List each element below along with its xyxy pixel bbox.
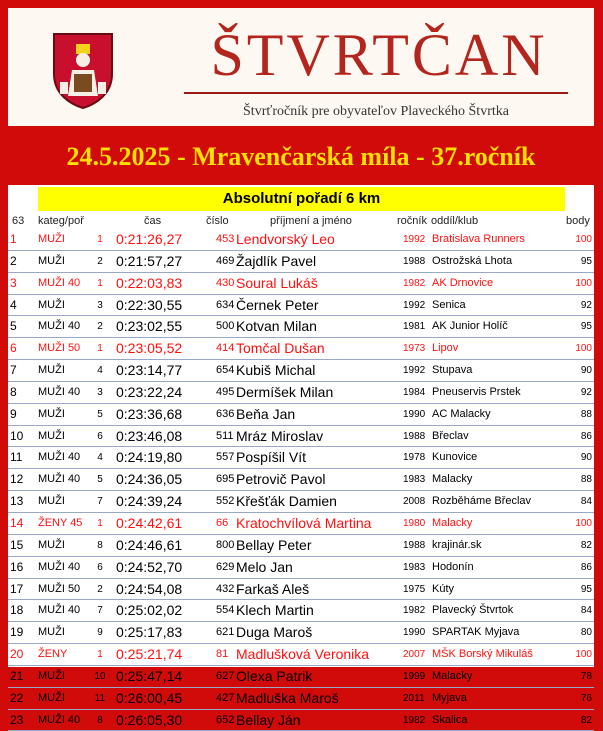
- time-cell: 0:24:42,61: [116, 514, 183, 531]
- bib-number-cell: 695: [216, 473, 235, 486]
- club-cell: Břeclav: [432, 429, 469, 442]
- club-cell: Rozběháme Břeclav: [432, 495, 532, 508]
- birth-year-cell: 1990: [403, 408, 426, 420]
- position-cell: 3: [10, 275, 17, 290]
- club-cell: Senica: [432, 298, 466, 311]
- time-cell: 0:22:03,83: [116, 274, 183, 291]
- bib-number-cell: 557: [216, 451, 235, 464]
- points-cell: 92: [580, 386, 592, 398]
- position-cell: 14: [10, 515, 24, 530]
- position-cell: 11: [10, 450, 23, 465]
- birth-year-cell: 1983: [403, 474, 426, 486]
- birth-year-cell: 1982: [403, 605, 426, 617]
- category-cell: MUŽI 40: [38, 560, 81, 573]
- bib-number-cell: 66: [216, 516, 229, 529]
- runner-name-cell: Žajdlík Pavel: [236, 252, 317, 269]
- category-rank-cell: 5: [97, 474, 103, 486]
- points-cell: 82: [580, 714, 592, 726]
- position-cell: 12: [10, 472, 24, 487]
- col-number: číslo: [206, 215, 229, 227]
- time-cell: 0:24:36,05: [116, 471, 183, 488]
- category-cell: ŽENY: [38, 648, 68, 661]
- event-banner: 24.5.2025 - Mravenčarská míla - 37.ročník: [66, 142, 536, 171]
- club-cell: Stupava: [432, 364, 473, 377]
- points-cell: 100: [575, 343, 592, 355]
- time-cell: 0:25:47,14: [116, 667, 183, 684]
- birth-year-cell: 1992: [403, 234, 426, 245]
- birth-year-cell: 1992: [403, 299, 426, 311]
- position-cell: 8: [10, 384, 17, 399]
- bib-number-cell: 511: [216, 429, 234, 442]
- birth-year-cell: 1981: [403, 321, 426, 333]
- category-rank-cell: 1: [97, 343, 103, 355]
- time-cell: 0:25:17,83: [116, 624, 183, 641]
- category-cell: MUŽI: [38, 538, 65, 551]
- bib-number-cell: 627: [216, 669, 235, 682]
- category-rank-cell: 3: [97, 299, 103, 311]
- club-cell: Bratislava Runners: [432, 233, 525, 245]
- table-row: [8, 447, 594, 469]
- category-cell: MUŽI 40: [38, 320, 81, 333]
- results-title: Absolutní pořadí 6 km: [38, 187, 565, 211]
- bib-number-cell: 500: [216, 320, 235, 333]
- birth-year-cell: 1992: [403, 365, 426, 377]
- newsletter-title: ŠTVRTČAN: [210, 22, 548, 88]
- bib-number-cell: 432: [216, 582, 235, 595]
- runner-name-cell: Kotvan Milan: [236, 318, 317, 335]
- bib-number-cell: 81: [216, 648, 229, 661]
- club-cell: AK Junior Holíč: [432, 320, 508, 333]
- birth-year-cell: 2011: [403, 692, 425, 704]
- club-cell: Kúty: [432, 582, 455, 595]
- category-rank-cell: 7: [97, 496, 103, 508]
- birth-year-cell: 1984: [403, 386, 426, 398]
- title-divider: [184, 92, 568, 94]
- club-cell: MŠK Borský Mikuláš: [432, 648, 533, 661]
- position-cell: 16: [10, 559, 24, 574]
- position-cell: 20: [10, 647, 24, 662]
- table-row: [8, 360, 594, 382]
- points-cell: 100: [575, 234, 592, 245]
- points-cell: 86: [580, 430, 592, 442]
- category-rank-cell: 1: [97, 234, 103, 245]
- time-cell: 0:22:30,55: [116, 296, 183, 313]
- club-cell: Malacky: [432, 516, 473, 529]
- time-cell: 0:25:21,74: [116, 646, 183, 663]
- category-cell: MUŽI 40: [38, 385, 81, 398]
- category-rank-cell: 10: [94, 670, 106, 682]
- position-cell: 23: [10, 712, 24, 727]
- club-cell: krajinár.sk: [432, 538, 482, 551]
- position-cell: 13: [10, 494, 24, 509]
- position-cell: 7: [10, 363, 17, 378]
- runner-name-cell: Tomčal Dušan: [236, 340, 325, 357]
- col-points: body: [566, 215, 590, 227]
- club-cell: Lipov: [432, 342, 459, 355]
- position-cell: 21: [10, 668, 24, 683]
- runner-name-cell: Kratochvílová Martina: [236, 514, 372, 531]
- category-cell: MUŽI 50: [38, 342, 81, 355]
- runner-name-cell: Lendvorský Leo: [236, 231, 335, 247]
- time-cell: 0:21:26,27: [116, 231, 183, 247]
- category-rank-cell: 1: [97, 277, 103, 289]
- time-cell: 0:25:02,02: [116, 602, 183, 619]
- category-rank-cell: 4: [97, 452, 103, 464]
- runner-name-cell: Madluška Maroš: [236, 689, 339, 706]
- bib-number-cell: 629: [216, 560, 235, 573]
- birth-year-cell: 1973: [403, 343, 426, 355]
- category-cell: MUŽI 40: [38, 276, 81, 289]
- runner-name-cell: Petrovič Pavol: [236, 471, 326, 488]
- table-row: [8, 382, 594, 404]
- club-cell: Kunovice: [432, 451, 478, 464]
- points-cell: 82: [580, 539, 592, 551]
- newsletter-subtitle: Štvrťročník pre obyvateľov Plaveckého Štvrtka: [243, 104, 509, 119]
- points-cell: 90: [580, 452, 592, 464]
- position-cell: 15: [10, 537, 24, 552]
- bib-number-cell: 430: [216, 276, 235, 289]
- table-row: [8, 251, 594, 273]
- time-cell: 0:24:39,24: [116, 493, 183, 510]
- points-cell: 76: [580, 692, 592, 704]
- category-rank-cell: 4: [97, 365, 103, 377]
- runner-name-cell: Klech Martin: [236, 602, 314, 619]
- birth-year-cell: 1988: [403, 430, 426, 442]
- club-cell: Malacky: [432, 669, 473, 682]
- table-row: [8, 338, 594, 360]
- category-rank-cell: 5: [97, 408, 103, 420]
- runner-name-cell: Černek Peter: [236, 296, 319, 313]
- col-name: příjmení a jméno: [270, 215, 352, 227]
- points-cell: 84: [580, 496, 592, 508]
- club-cell: Plavecký Štvrtok: [432, 604, 514, 617]
- category-rank-cell: 9: [97, 627, 103, 639]
- bib-number-cell: 636: [216, 407, 235, 420]
- points-cell: 86: [580, 561, 592, 573]
- time-cell: 0:24:19,80: [116, 449, 183, 466]
- points-cell: 95: [580, 255, 592, 267]
- category-cell: MUŽI 50: [38, 582, 81, 595]
- category-cell: MUŽI 40: [38, 473, 81, 486]
- position-cell: 17: [10, 581, 24, 596]
- runner-name-cell: Duga Maroš: [236, 624, 313, 641]
- col-count: 63: [12, 215, 25, 227]
- col-club: oddíl/klub: [431, 215, 479, 227]
- position-cell: 6: [10, 341, 17, 356]
- time-cell: 0:24:54,08: [116, 580, 183, 597]
- time-cell: 0:21:57,27: [116, 252, 183, 269]
- bib-number-cell: 654: [216, 364, 235, 377]
- table-row: [8, 666, 594, 688]
- runner-name-cell: Kubiš Michal: [236, 362, 316, 379]
- bib-number-cell: 495: [216, 385, 235, 398]
- runner-name-cell: Mráz Miroslav: [236, 427, 324, 444]
- runner-name-cell: Pospíšil Vít: [236, 449, 307, 466]
- points-cell: 95: [580, 583, 592, 595]
- time-cell: 0:23:22,24: [116, 383, 183, 400]
- table-row: [8, 426, 594, 448]
- bib-number-cell: 552: [216, 495, 235, 508]
- col-category: kateg/poř: [38, 215, 84, 227]
- category-cell: MUŽI: [38, 364, 65, 377]
- table-row: [8, 491, 594, 513]
- category-rank-cell: 8: [97, 714, 103, 726]
- runner-name-cell: Olexa Patrik: [236, 667, 313, 684]
- col-year: ročník: [397, 215, 427, 227]
- birth-year-cell: 1980: [403, 517, 426, 529]
- category-rank-cell: 2: [97, 255, 103, 267]
- club-cell: Myjava: [432, 691, 467, 704]
- coat-of-arms-icon: [52, 30, 114, 110]
- category-cell: MUŽI 40: [38, 713, 81, 726]
- points-cell: 84: [580, 605, 592, 617]
- time-cell: 0:23:14,77: [116, 362, 183, 379]
- results-table: [8, 229, 594, 731]
- birth-year-cell: 1975: [403, 583, 426, 595]
- runner-name-cell: Melo Jan: [236, 558, 293, 575]
- birth-year-cell: 1982: [403, 714, 426, 726]
- category-cell: MUŽI: [38, 495, 65, 508]
- club-cell: Pneuservis Prstek: [432, 385, 521, 398]
- birth-year-cell: 1990: [403, 627, 426, 639]
- points-cell: 80: [580, 627, 592, 639]
- points-cell: 78: [580, 670, 592, 682]
- newsletter-header: [8, 8, 594, 126]
- category-cell: MUŽI: [38, 298, 65, 311]
- bib-number-cell: 652: [216, 713, 235, 726]
- time-cell: 0:26:05,30: [116, 711, 183, 728]
- category-rank-cell: 7: [97, 605, 103, 617]
- birth-year-cell: 1983: [403, 561, 426, 573]
- birth-year-cell: 1988: [403, 255, 426, 267]
- bib-number-cell: 554: [216, 604, 235, 617]
- bib-number-cell: 414: [216, 342, 235, 355]
- time-cell: 0:23:46,08: [116, 427, 183, 444]
- points-cell: 95: [580, 321, 592, 333]
- col-time: čas: [144, 215, 162, 227]
- category-cell: MUŽI 40: [38, 604, 81, 617]
- category-cell: MUŽI: [38, 626, 65, 639]
- results-sheet: [8, 185, 594, 728]
- position-cell: 22: [10, 690, 24, 705]
- position-cell: 19: [10, 625, 24, 640]
- position-cell: 10: [10, 428, 24, 443]
- category-rank-cell: 11: [94, 692, 106, 704]
- runner-name-cell: Křešťák Damien: [236, 493, 337, 510]
- club-cell: AK Drnovice: [432, 276, 494, 289]
- bib-number-cell: 621: [216, 626, 235, 639]
- runner-name-cell: Madlušková Veronika: [236, 646, 370, 663]
- table-row: [8, 404, 594, 426]
- position-cell: 1: [10, 232, 17, 246]
- runner-name-cell: Bellay Ján: [236, 711, 301, 728]
- points-cell: 88: [580, 474, 592, 486]
- table-row: [8, 273, 594, 295]
- time-cell: 0:23:05,52: [116, 340, 183, 357]
- runner-name-cell: Bellay Peter: [236, 536, 312, 553]
- category-rank-cell: 6: [97, 561, 103, 573]
- birth-year-cell: 2008: [403, 496, 426, 508]
- birth-year-cell: 1988: [403, 539, 426, 551]
- table-row: [8, 710, 594, 731]
- bib-number-cell: 634: [216, 298, 235, 311]
- table-row: [8, 295, 594, 317]
- category-cell: MUŽI: [38, 429, 65, 442]
- position-cell: 9: [10, 406, 17, 421]
- runner-name-cell: Beňa Jan: [236, 405, 296, 422]
- bib-number-cell: 469: [216, 254, 235, 267]
- category-cell: MUŽI: [38, 691, 65, 704]
- category-rank-cell: 3: [97, 386, 103, 398]
- category-rank-cell: 6: [97, 430, 103, 442]
- birth-year-cell: 1982: [403, 277, 426, 289]
- runner-name-cell: Dermíšek Milan: [236, 383, 334, 400]
- birth-year-cell: 1978: [403, 452, 426, 464]
- position-cell: 5: [10, 319, 17, 334]
- category-rank-cell: 1: [97, 517, 103, 529]
- position-cell: 4: [10, 297, 17, 312]
- category-rank-cell: 1: [97, 649, 103, 661]
- table-row: [8, 579, 594, 601]
- category-cell: ŽENY 45: [38, 516, 83, 529]
- category-rank-cell: 2: [97, 583, 103, 595]
- club-cell: SPARTAK Myjava: [432, 626, 520, 639]
- bib-number-cell: 453: [216, 233, 235, 245]
- bib-number-cell: 427: [216, 691, 235, 704]
- time-cell: 0:24:46,61: [116, 536, 183, 553]
- club-cell: Ostrožská Lhota: [432, 254, 513, 267]
- club-cell: AC Malacky: [432, 407, 491, 420]
- club-cell: Malacky: [432, 473, 473, 486]
- position-cell: 2: [10, 253, 17, 268]
- category-cell: MUŽI: [38, 254, 65, 267]
- table-row: [8, 644, 594, 666]
- points-cell: 100: [575, 649, 592, 661]
- table-row: [8, 513, 594, 535]
- category-cell: MUŽI: [38, 407, 65, 420]
- runner-name-cell: Soural Lukáš: [236, 274, 318, 291]
- category-cell: MUŽI: [38, 669, 65, 682]
- points-cell: 88: [580, 408, 592, 420]
- category-cell: MUŽI: [38, 233, 65, 245]
- birth-year-cell: 2007: [403, 649, 426, 661]
- points-cell: 92: [580, 299, 592, 311]
- position-cell: 18: [10, 603, 24, 618]
- points-cell: 100: [575, 517, 592, 529]
- table-row: [8, 688, 594, 710]
- time-cell: 0:23:36,68: [116, 405, 183, 422]
- table-row: [8, 316, 594, 338]
- time-cell: 0:24:52,70: [116, 558, 183, 575]
- table-row: [8, 600, 594, 622]
- table-row: [8, 557, 594, 579]
- table-row: [8, 535, 594, 557]
- table-row: [8, 229, 594, 251]
- club-cell: Hodonín: [432, 560, 474, 573]
- birth-year-cell: 1999: [403, 670, 426, 682]
- category-rank-cell: 8: [97, 539, 103, 551]
- category-cell: MUŽI 40: [38, 451, 81, 464]
- points-cell: 100: [575, 277, 592, 289]
- club-cell: Skalica: [432, 713, 468, 726]
- table-row: [8, 622, 594, 644]
- time-cell: 0:26:00,45: [116, 689, 183, 706]
- points-cell: 90: [580, 365, 592, 377]
- runner-name-cell: Farkaš Aleš: [236, 580, 310, 597]
- time-cell: 0:23:02,55: [116, 318, 183, 335]
- table-row: [8, 469, 594, 491]
- category-rank-cell: 2: [97, 321, 103, 333]
- bib-number-cell: 800: [216, 538, 235, 551]
